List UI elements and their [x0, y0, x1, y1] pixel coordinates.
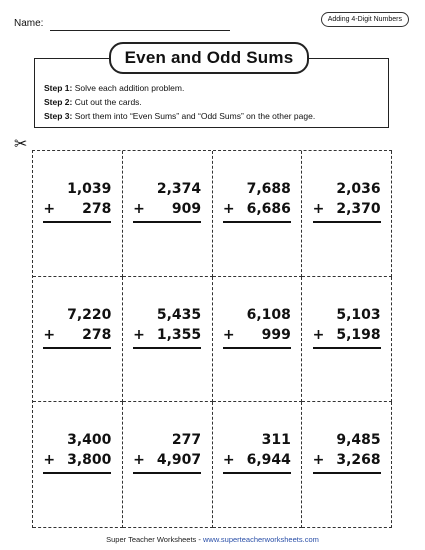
card-grid — [32, 150, 392, 528]
footer-text: Super Teacher Worksheets - — [106, 535, 203, 544]
addition-problem — [43, 179, 111, 223]
addition-problem — [133, 430, 201, 474]
bottom-row — [223, 199, 291, 219]
top-addend: 9,485 — [336, 432, 381, 449]
addition-problem — [133, 179, 201, 223]
bottom-addend: 6,686 — [246, 201, 291, 217]
bottom-row — [133, 199, 201, 219]
top-addend: 3,400 — [67, 432, 112, 449]
bottom-addend: 1,355 — [156, 326, 202, 343]
problem-card[interactable] — [123, 151, 213, 277]
answer-line — [223, 221, 291, 223]
plus-sign: + — [133, 201, 145, 217]
bottom-addend: 999 — [261, 326, 291, 343]
answer-line — [223, 347, 291, 349]
bottom-addend: 4,907 — [156, 452, 202, 469]
bottom-addend: 6,944 — [246, 452, 291, 469]
top-addend: 2,036 — [336, 181, 381, 197]
top-addend: 6,108 — [246, 306, 291, 323]
page-title: Even and Odd Sums — [109, 42, 309, 74]
plus-sign: + — [43, 326, 56, 343]
plus-sign: + — [312, 201, 325, 217]
addition-problem — [133, 305, 201, 349]
plus-sign: + — [133, 326, 145, 343]
top-addend: 7,220 — [67, 306, 112, 323]
addition-problem — [43, 305, 111, 349]
top-addend: 7,688 — [246, 181, 291, 197]
plus-sign: + — [43, 452, 56, 469]
answer-line — [313, 347, 381, 349]
addition-problem — [223, 179, 291, 223]
footer-link[interactable]: www.superteacherworksheets.com — [202, 535, 319, 544]
topic-badge: Adding 4-Digit Numbers — [321, 12, 409, 27]
name-field[interactable] — [50, 30, 230, 31]
answer-line — [43, 221, 111, 223]
plus-sign: + — [43, 201, 56, 217]
problem-card[interactable] — [123, 277, 213, 403]
bottom-row — [223, 325, 291, 345]
top-addend: 311 — [261, 432, 291, 449]
answer-line — [43, 347, 111, 349]
answer-line — [313, 221, 381, 223]
bottom-row — [43, 450, 111, 470]
plus-sign: + — [133, 452, 145, 469]
top-addend: 1,039 — [67, 181, 112, 197]
answer-line — [313, 472, 381, 474]
bottom-row — [133, 450, 201, 470]
addition-problem — [313, 430, 381, 474]
problem-card[interactable] — [33, 402, 123, 528]
step-3: Step 3: Sort them into “Even Sums” and “Odd Sums” on the other page. — [44, 111, 316, 121]
plus-sign: + — [222, 201, 235, 217]
bottom-addend: 5,198 — [336, 326, 381, 343]
plus-sign: + — [312, 452, 325, 469]
answer-line — [43, 472, 111, 474]
problem-card[interactable] — [213, 151, 303, 277]
top-addend: 277 — [171, 432, 202, 449]
bottom-row — [313, 450, 381, 470]
bottom-addend: 278 — [82, 201, 112, 217]
plus-sign: + — [222, 452, 235, 469]
addition-problem — [223, 305, 291, 349]
addition-problem — [313, 179, 381, 223]
answer-line — [133, 472, 201, 474]
addition-problem — [43, 430, 111, 474]
bottom-addend: 278 — [82, 326, 112, 343]
bottom-addend: 909 — [171, 201, 202, 217]
bottom-addend: 3,800 — [67, 452, 112, 469]
bottom-row — [133, 325, 201, 345]
bottom-row — [313, 199, 381, 219]
addition-problem — [223, 430, 291, 474]
problem-card[interactable] — [123, 402, 213, 528]
answer-line — [223, 472, 291, 474]
top-addend: 5,103 — [336, 306, 381, 323]
bottom-addend: 2,370 — [336, 201, 381, 217]
problem-card[interactable] — [302, 151, 392, 277]
bottom-row — [313, 325, 381, 345]
problem-card[interactable] — [302, 277, 392, 403]
addition-problem — [313, 305, 381, 349]
bottom-row — [43, 325, 111, 345]
step-2: Step 2: Cut out the cards. — [44, 97, 142, 107]
step-1: Step 1: Solve each addition problem. — [44, 83, 185, 93]
answer-line — [133, 347, 201, 349]
scissors-icon: ✂ — [14, 136, 28, 153]
problem-card[interactable] — [33, 277, 123, 403]
footer — [0, 535, 425, 544]
name-label: Name: — [14, 18, 44, 29]
bottom-row — [43, 199, 111, 219]
plus-sign: + — [312, 326, 325, 343]
problem-card[interactable] — [213, 277, 303, 403]
top-addend: 5,435 — [156, 306, 202, 323]
top-addend: 2,374 — [156, 181, 202, 197]
plus-sign: + — [222, 326, 235, 343]
bottom-addend: 3,268 — [336, 452, 381, 469]
problem-card[interactable] — [33, 151, 123, 277]
problem-card[interactable] — [213, 402, 303, 528]
problem-card[interactable] — [302, 402, 392, 528]
answer-line — [133, 221, 201, 223]
bottom-row — [223, 450, 291, 470]
